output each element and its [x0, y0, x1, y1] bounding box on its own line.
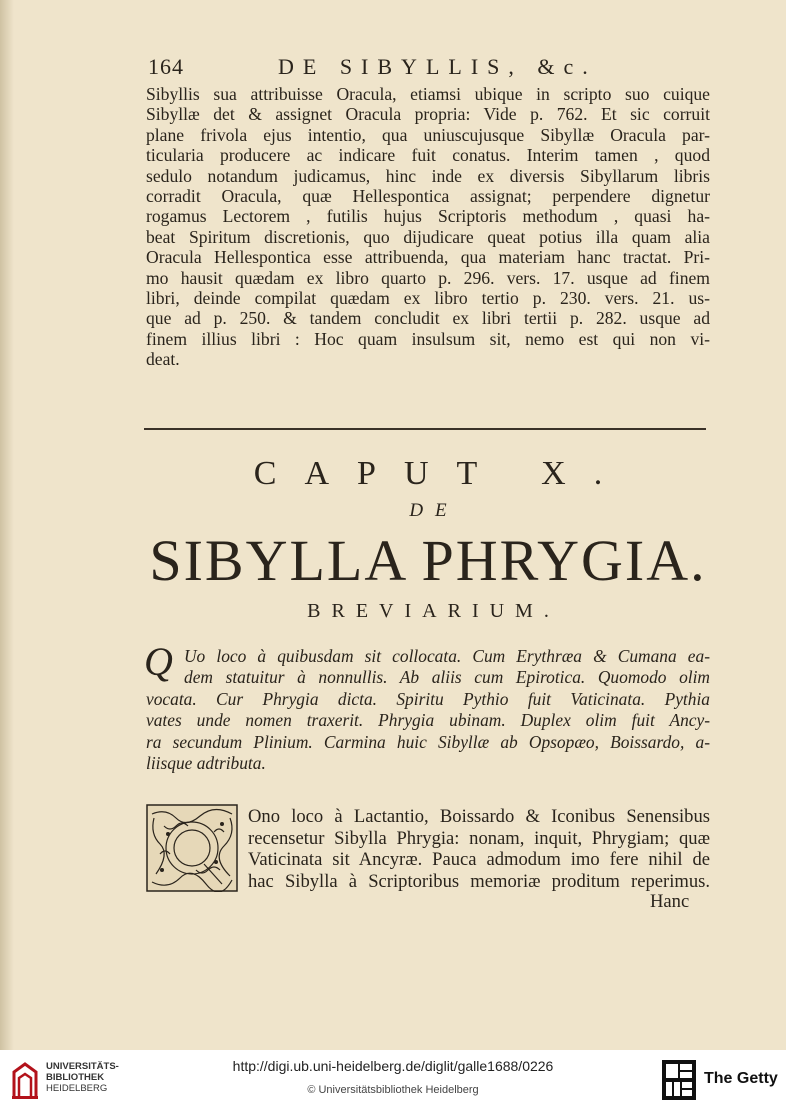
- summary-line: Uo loco à quibusdam sit collocata. Cum Erythræa & Cumana ea-: [184, 646, 710, 666]
- text-line: libri, deinde compilat quædam ex libro tertio p. 230. vers. 21. us-: [146, 288, 710, 309]
- section-divider: [144, 428, 706, 430]
- getty-logo-icon: [662, 1060, 696, 1100]
- copyright-notice: © Universitätsbibliothek Heidelberg: [307, 1084, 479, 1096]
- body-text: [146, 84, 710, 370]
- text-line: deat.: [146, 349, 180, 370]
- paragraph-line: recensetur Sibylla Phrygia: nonam, inquit, Phrygiam; quæ: [248, 827, 710, 849]
- summary-line: dem statuitur à nonnullis. Ab aliis cum Epirotica. Quomodo olim: [184, 667, 710, 688]
- page-gutter-shadow: [0, 0, 14, 1050]
- text-line: finem illius libri : Hoc quam insulsum sit, nemo est qui non vi-: [146, 328, 710, 349]
- ornamental-initial-icon: [146, 804, 238, 892]
- viewer-footer: [0, 1050, 786, 1111]
- chapter-summary: [144, 639, 710, 774]
- text-line: corradit Oracula, quæ Hellespontica assignat; perpendere dignetur: [146, 186, 710, 207]
- text-line: Sibyllis sua attribuisse Oracula, etiamsi ubique in scripto suo cuique: [146, 84, 710, 104]
- text-line: plane frivola ejus intentio, qua uniuscujusque Sibyllæ Oracula par-: [146, 124, 710, 145]
- summary-line: liisque adtributa.: [146, 753, 266, 774]
- catchword: Hanc: [650, 891, 690, 912]
- text-line: sedulo notandum judicamus, hinc inde ex diversis Sibyllarum libris: [146, 165, 710, 186]
- summary-line: vocata. Cur Phrygia dicta. Spiritu Pythio fuit Vaticinata. Pythia: [146, 688, 710, 709]
- summary-line: ra secundum Plinium. Carmina huic Sibyllæ ab Opsopæo, Boissardo, a-: [146, 731, 710, 752]
- text-line: rogamus Lectorem , futilis hujus Scriptoris methodum , quasi ha-: [146, 206, 710, 227]
- chapter-title: SIBYLLA PHRYGIA.: [149, 528, 707, 593]
- text-line: mo hausit quædam ex libro quarto p. 296. vers. 17. usque ad finem: [146, 267, 710, 288]
- chapter-number: CAPUT X.: [253, 455, 631, 492]
- page-header: [148, 52, 708, 82]
- permalink-url[interactable]: http://digi.ub.uni-heidelberg.de/diglit/galle1688/0226: [232, 1058, 554, 1074]
- paragraph-line: hac Sibylla à Scriptoribus memoriæ proditum reperimus.: [248, 870, 710, 892]
- drop-initial-q: Q: [144, 639, 173, 684]
- running-title: DE SIBYLLIS, &c.: [278, 54, 597, 79]
- library-name-line: UNIVERSITÄTS-: [46, 1061, 119, 1072]
- library-name-line: HEIDELBERG: [46, 1083, 108, 1094]
- getty-label: The Getty: [704, 1070, 778, 1087]
- summary-line: vates unde nomen traxerit. Phrygia ubinam. Duplex olim fuit Ancy-: [146, 710, 710, 731]
- text-line: Sibyllæ det & assignet Oracula propria: Vide p. 762. Et sic corruit: [146, 104, 710, 125]
- page-number: 164: [148, 54, 184, 79]
- chapter-de: DE: [409, 500, 459, 521]
- library-name-line: BIBLIOTHEK: [46, 1072, 105, 1083]
- breviarium-heading: BREVIARIUM.: [307, 600, 560, 622]
- text-line: Oracula Hellespontica esse attribuenda, qua materiam hanc tractat. Pri-: [146, 247, 710, 268]
- text-line: beat Spiritum discretionis, quo dijudicare queat potius illa quam alia: [146, 226, 710, 247]
- chapter-paragraph: [146, 806, 710, 892]
- paragraph-line: Vaticinata sit Ancyræ. Pauca admodum imo fere nihil de: [248, 849, 710, 871]
- text-line: ticularia producere ac indicare fuit conatus. Interim tamen , quod: [146, 145, 710, 166]
- text-line: que ad p. 250. & tandem concludit ex libri tertii p. 282. usque ad: [146, 308, 710, 329]
- paragraph-line: Ono loco à Lactantio, Boissardo & Iconibus Senensibus: [248, 806, 710, 827]
